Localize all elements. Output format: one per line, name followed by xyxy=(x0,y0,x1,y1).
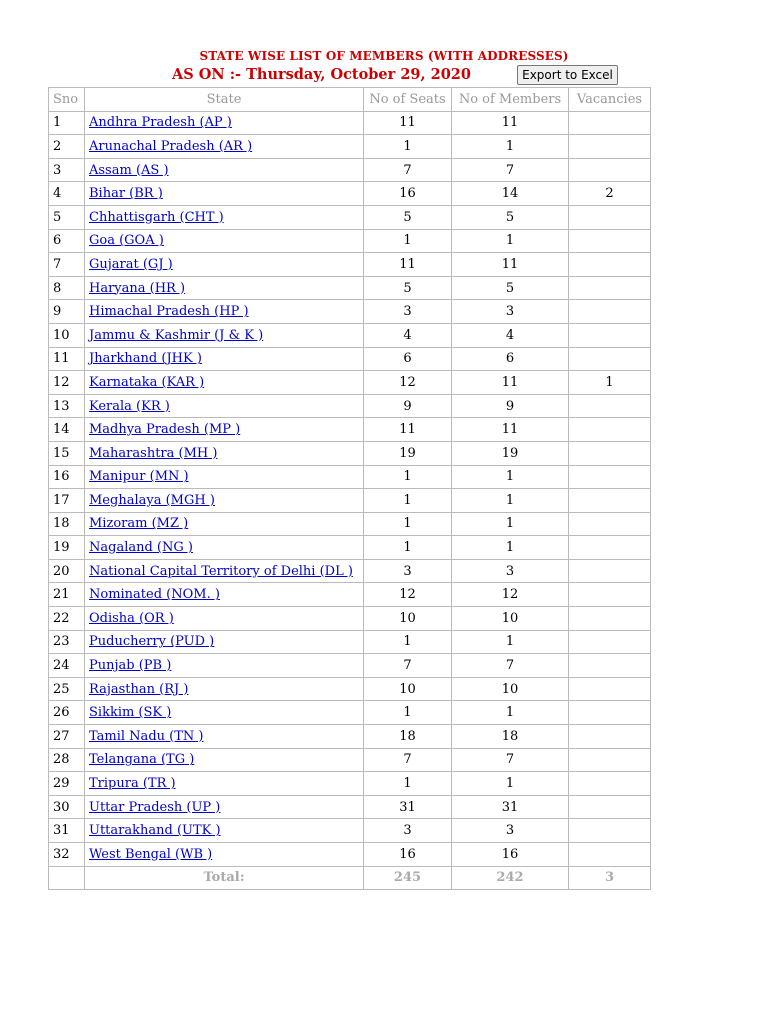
sno-cell: 28 xyxy=(49,748,85,772)
seats-cell: 16 xyxy=(364,182,452,206)
table-row xyxy=(49,394,651,418)
sno-cell: 19 xyxy=(49,536,85,560)
state-link[interactable]: Goa (GOA ) xyxy=(89,233,164,249)
state-cell xyxy=(85,819,364,843)
seats-cell: 1 xyxy=(364,772,452,796)
sno-cell: 27 xyxy=(49,725,85,749)
state-cell xyxy=(85,843,364,867)
column-header-vacancies: Vacancies xyxy=(569,88,651,112)
state-link[interactable]: Arunachal Pradesh (AR ) xyxy=(89,138,253,154)
members-cell: 1 xyxy=(452,229,569,253)
sno-cell: 17 xyxy=(49,489,85,513)
members-cell: 11 xyxy=(452,253,569,277)
vacancies-cell xyxy=(569,583,651,607)
state-link[interactable]: Bihar (BR ) xyxy=(89,186,163,202)
vacancies-cell xyxy=(569,300,651,324)
members-cell: 5 xyxy=(452,276,569,300)
vacancies-cell xyxy=(569,394,651,418)
seats-cell: 5 xyxy=(364,205,452,229)
table-row xyxy=(49,701,651,725)
state-link[interactable]: West Bengal (WB ) xyxy=(89,846,213,862)
table-row xyxy=(49,489,651,513)
state-cell xyxy=(85,205,364,229)
state-link[interactable]: Tamil Nadu (TN ) xyxy=(89,728,204,744)
state-cell xyxy=(85,795,364,819)
table-row xyxy=(49,465,651,489)
state-link[interactable]: Meghalaya (MGH ) xyxy=(89,492,215,508)
table-row xyxy=(49,205,651,229)
state-link[interactable]: Puducherry (PUD ) xyxy=(89,634,215,650)
total-row xyxy=(49,866,651,890)
seats-cell: 1 xyxy=(364,465,452,489)
state-link[interactable]: Karnataka (KAR ) xyxy=(89,374,205,390)
state-cell xyxy=(85,677,364,701)
members-cell: 19 xyxy=(452,441,569,465)
state-link[interactable]: National Capital Territory of Delhi (DL ) xyxy=(89,563,353,579)
state-cell xyxy=(85,489,364,513)
table-body xyxy=(49,111,651,866)
members-cell: 11 xyxy=(452,371,569,395)
seats-cell: 9 xyxy=(364,394,452,418)
members-cell: 31 xyxy=(452,795,569,819)
seats-cell: 12 xyxy=(364,583,452,607)
vacancies-cell xyxy=(569,205,651,229)
members-table xyxy=(48,87,651,890)
seats-cell: 10 xyxy=(364,607,452,631)
vacancies-cell xyxy=(569,158,651,182)
state-link[interactable]: Himachal Pradesh (HP ) xyxy=(89,304,249,320)
export-to-excel-button[interactable]: Export to Excel xyxy=(517,65,618,85)
vacancies-cell xyxy=(569,418,651,442)
column-header-seats: No of Seats xyxy=(364,88,452,112)
members-cell: 4 xyxy=(452,323,569,347)
table-row xyxy=(49,630,651,654)
seats-cell: 1 xyxy=(364,630,452,654)
table-row xyxy=(49,182,651,206)
state-link[interactable]: Odisha (OR ) xyxy=(89,610,174,626)
table-row xyxy=(49,654,651,678)
state-cell xyxy=(85,418,364,442)
state-cell xyxy=(85,323,364,347)
total-vacancies: 3 xyxy=(569,866,651,890)
table-row xyxy=(49,229,651,253)
sno-cell: 32 xyxy=(49,843,85,867)
vacancies-cell xyxy=(569,795,651,819)
column-header-state: State xyxy=(85,88,364,112)
vacancies-cell xyxy=(569,323,651,347)
vacancies-cell xyxy=(569,465,651,489)
table-row xyxy=(49,583,651,607)
seats-cell: 7 xyxy=(364,748,452,772)
seats-cell: 11 xyxy=(364,418,452,442)
state-link[interactable]: Assam (AS ) xyxy=(89,162,169,178)
table-row xyxy=(49,607,651,631)
state-cell xyxy=(85,300,364,324)
state-cell xyxy=(85,182,364,206)
vacancies-cell xyxy=(569,253,651,277)
vacancies-cell xyxy=(569,111,651,135)
members-cell: 5 xyxy=(452,205,569,229)
vacancies-cell xyxy=(569,843,651,867)
seats-cell: 3 xyxy=(364,559,452,583)
members-cell: 11 xyxy=(452,111,569,135)
vacancies-cell xyxy=(569,701,651,725)
members-cell: 10 xyxy=(452,677,569,701)
seats-cell: 11 xyxy=(364,253,452,277)
total-seats: 245 xyxy=(364,866,452,890)
members-cell: 3 xyxy=(452,300,569,324)
seats-cell: 4 xyxy=(364,323,452,347)
seats-cell: 19 xyxy=(364,441,452,465)
members-cell: 16 xyxy=(452,843,569,867)
sno-cell: 20 xyxy=(49,559,85,583)
sno-cell: 14 xyxy=(49,418,85,442)
state-cell xyxy=(85,559,364,583)
state-cell xyxy=(85,748,364,772)
vacancies-cell xyxy=(569,536,651,560)
vacancies-cell xyxy=(569,772,651,796)
state-cell xyxy=(85,630,364,654)
sno-cell: 2 xyxy=(49,135,85,159)
table-row xyxy=(49,725,651,749)
vacancies-cell xyxy=(569,654,651,678)
members-cell: 7 xyxy=(452,158,569,182)
sno-cell: 3 xyxy=(49,158,85,182)
sno-cell: 23 xyxy=(49,630,85,654)
table-row xyxy=(49,559,651,583)
seats-cell: 3 xyxy=(364,819,452,843)
state-link[interactable]: Uttar Pradesh (UP ) xyxy=(89,799,221,815)
seats-cell: 7 xyxy=(364,654,452,678)
table-row xyxy=(49,135,651,159)
vacancies-cell xyxy=(569,489,651,513)
state-cell xyxy=(85,394,364,418)
state-link[interactable]: Rajasthan (RJ ) xyxy=(89,681,189,697)
sno-cell: 25 xyxy=(49,677,85,701)
members-cell: 3 xyxy=(452,559,569,583)
members-cell: 11 xyxy=(452,418,569,442)
members-cell: 18 xyxy=(452,725,569,749)
sno-cell: 18 xyxy=(49,512,85,536)
sno-cell: 31 xyxy=(49,819,85,843)
seats-cell: 5 xyxy=(364,276,452,300)
sno-cell: 10 xyxy=(49,323,85,347)
seats-cell: 12 xyxy=(364,371,452,395)
sno-cell: 8 xyxy=(49,276,85,300)
column-header-sno: Sno xyxy=(49,88,85,112)
sno-cell: 24 xyxy=(49,654,85,678)
state-link[interactable]: Maharashtra (MH ) xyxy=(89,445,218,461)
state-link[interactable]: Kerala (KR ) xyxy=(89,398,170,414)
table-row xyxy=(49,441,651,465)
vacancies-cell xyxy=(569,512,651,536)
seats-cell: 31 xyxy=(364,795,452,819)
state-cell xyxy=(85,347,364,371)
sno-cell: 29 xyxy=(49,772,85,796)
state-cell xyxy=(85,276,364,300)
seats-cell: 18 xyxy=(364,725,452,749)
seats-cell: 11 xyxy=(364,111,452,135)
state-link[interactable]: Haryana (HR ) xyxy=(89,280,186,296)
table-row xyxy=(49,323,651,347)
sno-cell: 1 xyxy=(49,111,85,135)
table-row xyxy=(49,158,651,182)
members-cell: 9 xyxy=(452,394,569,418)
members-cell: 12 xyxy=(452,583,569,607)
table-row xyxy=(49,843,651,867)
vacancies-cell: 1 xyxy=(569,371,651,395)
vacancies-cell xyxy=(569,135,651,159)
members-cell: 1 xyxy=(452,489,569,513)
table-row xyxy=(49,512,651,536)
state-link[interactable]: Nagaland (NG ) xyxy=(89,540,193,556)
table-row xyxy=(49,371,651,395)
table-row xyxy=(49,772,651,796)
state-link[interactable]: Uttarakhand (UTK ) xyxy=(89,823,221,839)
state-link[interactable]: Gujarat (GJ ) xyxy=(89,256,173,272)
column-header-members: No of Members xyxy=(452,88,569,112)
members-cell: 1 xyxy=(452,772,569,796)
state-link[interactable]: Telangana (TG ) xyxy=(89,752,195,768)
table-row xyxy=(49,677,651,701)
vacancies-cell xyxy=(569,441,651,465)
state-link[interactable]: Tripura (TR ) xyxy=(89,776,176,792)
total-label: Total: xyxy=(85,866,364,890)
state-cell xyxy=(85,441,364,465)
table-row xyxy=(49,111,651,135)
vacancies-cell xyxy=(569,630,651,654)
state-link[interactable]: Jammu & Kashmir (J & K ) xyxy=(89,327,264,343)
seats-cell: 7 xyxy=(364,158,452,182)
vacancies-cell xyxy=(569,677,651,701)
members-cell: 7 xyxy=(452,654,569,678)
seats-cell: 6 xyxy=(364,347,452,371)
state-cell xyxy=(85,371,364,395)
members-cell: 1 xyxy=(452,512,569,536)
vacancies-cell xyxy=(569,819,651,843)
members-cell: 1 xyxy=(452,465,569,489)
sno-cell: 4 xyxy=(49,182,85,206)
state-link[interactable]: Mizoram (MZ ) xyxy=(89,516,189,532)
table-row xyxy=(49,795,651,819)
vacancies-cell xyxy=(569,229,651,253)
state-cell xyxy=(85,607,364,631)
total-members: 242 xyxy=(452,866,569,890)
state-link[interactable]: Nominated (NOM. ) xyxy=(89,587,220,603)
state-link[interactable]: Sikkim (SK ) xyxy=(89,705,172,721)
members-cell: 3 xyxy=(452,819,569,843)
vacancies-cell: 2 xyxy=(569,182,651,206)
seats-cell: 1 xyxy=(364,701,452,725)
seats-cell: 1 xyxy=(364,489,452,513)
table-row xyxy=(49,253,651,277)
sno-cell: 13 xyxy=(49,394,85,418)
table-row xyxy=(49,748,651,772)
vacancies-cell xyxy=(569,559,651,583)
sno-cell: 15 xyxy=(49,441,85,465)
table-header-row xyxy=(49,88,651,112)
state-cell xyxy=(85,229,364,253)
state-cell xyxy=(85,772,364,796)
seats-cell: 1 xyxy=(364,536,452,560)
state-cell xyxy=(85,583,364,607)
state-link[interactable]: Punjab (PB ) xyxy=(89,658,172,674)
sno-cell: 7 xyxy=(49,253,85,277)
state-link[interactable]: Andhra Pradesh (AP ) xyxy=(89,115,232,131)
table-row xyxy=(49,536,651,560)
sno-cell: 21 xyxy=(49,583,85,607)
state-link[interactable]: Manipur (MN ) xyxy=(89,469,189,485)
sno-cell: 6 xyxy=(49,229,85,253)
vacancies-cell xyxy=(569,748,651,772)
seats-cell: 16 xyxy=(364,843,452,867)
seats-cell: 10 xyxy=(364,677,452,701)
members-cell: 6 xyxy=(452,347,569,371)
table-row xyxy=(49,819,651,843)
sno-cell: 22 xyxy=(49,607,85,631)
state-cell xyxy=(85,135,364,159)
state-cell xyxy=(85,512,364,536)
table-row xyxy=(49,418,651,442)
members-cell: 1 xyxy=(452,630,569,654)
sno-cell: 11 xyxy=(49,347,85,371)
members-cell: 10 xyxy=(452,607,569,631)
sno-cell: 5 xyxy=(49,205,85,229)
total-sno-cell xyxy=(49,866,85,890)
sno-cell: 26 xyxy=(49,701,85,725)
vacancies-cell xyxy=(569,347,651,371)
table-row xyxy=(49,300,651,324)
state-cell xyxy=(85,158,364,182)
members-cell: 1 xyxy=(452,536,569,560)
members-cell: 7 xyxy=(452,748,569,772)
members-cell: 14 xyxy=(452,182,569,206)
table-row xyxy=(49,347,651,371)
state-cell xyxy=(85,701,364,725)
vacancies-cell xyxy=(569,725,651,749)
state-cell xyxy=(85,465,364,489)
vacancies-cell xyxy=(569,607,651,631)
state-link[interactable]: Madhya Pradesh (MP ) xyxy=(89,422,241,438)
seats-cell: 1 xyxy=(364,229,452,253)
state-cell xyxy=(85,111,364,135)
vacancies-cell xyxy=(569,276,651,300)
state-cell xyxy=(85,536,364,560)
seats-cell: 1 xyxy=(364,135,452,159)
page-heading: STATE WISE LIST OF MEMBERS (WITH ADDRESSES) xyxy=(199,49,569,63)
members-cell: 1 xyxy=(452,701,569,725)
seats-cell: 1 xyxy=(364,512,452,536)
state-cell xyxy=(85,253,364,277)
seats-cell: 3 xyxy=(364,300,452,324)
state-link[interactable]: Jharkhand (JHK ) xyxy=(89,351,202,367)
members-cell: 1 xyxy=(452,135,569,159)
state-cell xyxy=(85,725,364,749)
sno-cell: 9 xyxy=(49,300,85,324)
sno-cell: 12 xyxy=(49,371,85,395)
state-link[interactable]: Chhattisgarh (CHT ) xyxy=(89,209,224,225)
state-cell xyxy=(85,654,364,678)
table-row xyxy=(49,276,651,300)
sno-cell: 16 xyxy=(49,465,85,489)
sno-cell: 30 xyxy=(49,795,85,819)
as-on-date: AS ON :- Thursday, October 29, 2020 xyxy=(172,66,471,83)
